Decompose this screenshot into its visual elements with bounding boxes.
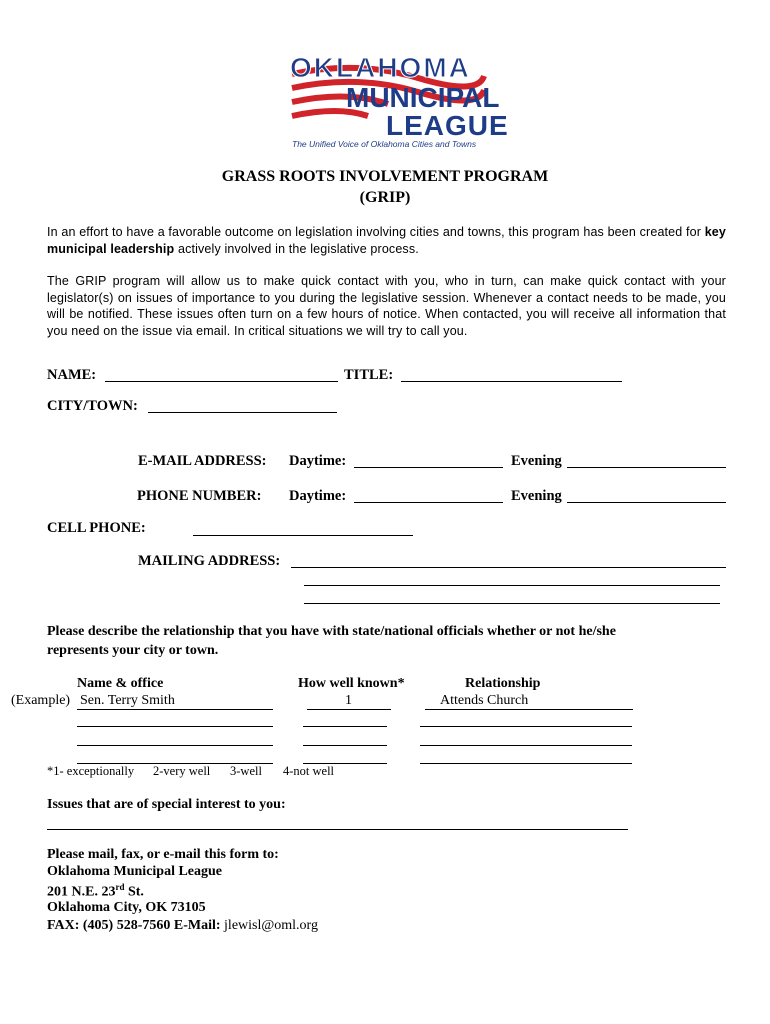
mailing-field-1[interactable] [291,567,726,568]
mailing-field-2[interactable] [304,585,720,586]
form-title: GRASS ROOTS INVOLVEMENT PROGRAM [221,168,549,185]
intro-paragraph-1 [47,224,726,257]
row2-rel-field[interactable] [420,745,632,746]
footnote-3: 3-well [230,764,262,778]
address-ordinal: rd [115,882,125,892]
logo-tagline: The Unified Voice of Oklahoma Cities and Towns [292,139,477,149]
row2-how-field[interactable] [303,745,387,746]
name-label: NAME: [47,367,97,383]
footnote-1: *1- exceptionally [47,764,135,778]
example-how: 1 [345,693,352,708]
name-field[interactable] [105,381,338,382]
city-field[interactable] [148,412,337,413]
phone-evening-field[interactable] [567,502,726,503]
example-label: (Example) [11,693,71,708]
fax-number: FAX: (405) 528-7560 E-Mail: [47,918,221,933]
mailto-city: Oklahoma City, OK 73105 [47,900,206,915]
address-street: 201 N.E. 23 [47,884,116,900]
row1-name-field[interactable] [77,726,273,727]
example-rel: Attends Church [440,693,529,708]
row1-rel-field[interactable] [420,726,632,727]
logo-line-municipal: MUNICIPAL [346,82,500,113]
relationship-prompt-1: Please describe the relationship that you have with state/national officials whether or not he/she [47,624,616,639]
intro-text-bold: key municipal leadership [47,225,726,256]
phone-daytime-label: Daytime: [289,488,347,504]
address-suffix: St. [124,884,144,900]
city-label: CITY/TOWN: [47,398,138,414]
col-header-name: Name & office [77,676,164,691]
cell-field[interactable] [193,535,413,536]
mailing-label: MAILING ADDRESS: [138,553,281,569]
issues-field[interactable] [47,829,628,830]
example-rel-field [425,709,633,710]
footnote-2: 2-very well [153,764,211,778]
intro-paragraph-2: The GRIP program will allow us to make quick contact with you, who in turn, can make quick contact with your legislator(s) on issues of importance to you during the legislative session. Whenever a contact needs to be made, you will be notified. These issues often turn on a few hours of notice. When contacted, you will receive all information that you need on the issue via email. In critical situations we will try to call you. [47,274,726,338]
email-daytime-field[interactable] [354,467,503,468]
footnote-4: 4-not well [283,764,335,778]
row1-how-field[interactable] [303,726,387,727]
row2-name-field[interactable] [77,745,273,746]
email-evening-field[interactable] [567,467,726,468]
col-header-how: How well known* [298,676,405,691]
row3-rel-field[interactable] [420,763,632,764]
title-field[interactable] [401,381,622,382]
phone-evening-label: Evening [511,488,562,504]
example-name: Sen. Terry Smith [80,693,175,708]
intro-text-a: In an effort to have a favorable outcome on legislation involving cities and towns, this program has been created for [47,225,705,239]
email-label: E-MAIL ADDRESS: [138,453,267,469]
phone-daytime-field[interactable] [354,502,503,503]
cell-label: CELL PHONE: [47,520,146,536]
mailto-contact [47,918,318,934]
mailto-address [47,882,144,901]
col-header-rel: Relationship [465,676,541,691]
mailto-org: Oklahoma Municipal League [47,864,223,879]
mailing-field-3[interactable] [304,603,720,604]
email-link[interactable]: jlewisl@oml.org [224,918,318,933]
issues-label: Issues that are of special interest to you: [47,797,286,812]
logo-line-oklahoma: OKLAHOMA [290,52,471,83]
mailto-heading: Please mail, fax, or e-mail this form to: [47,847,279,862]
email-daytime-label: Daytime: [289,453,347,469]
phone-label: PHONE NUMBER: [137,488,262,504]
title-label: TITLE: [344,367,394,383]
relationship-prompt-2: represents your city or town. [47,643,219,658]
example-how-field [307,709,391,710]
intro-text-b: actively involved in the legislative process. [174,241,419,256]
form-subtitle: (GRIP) [359,189,411,206]
email-evening-label: Evening [511,453,562,469]
logo-line-league: LEAGUE [386,110,509,141]
oml-logo [288,52,509,149]
example-name-field [77,709,273,710]
